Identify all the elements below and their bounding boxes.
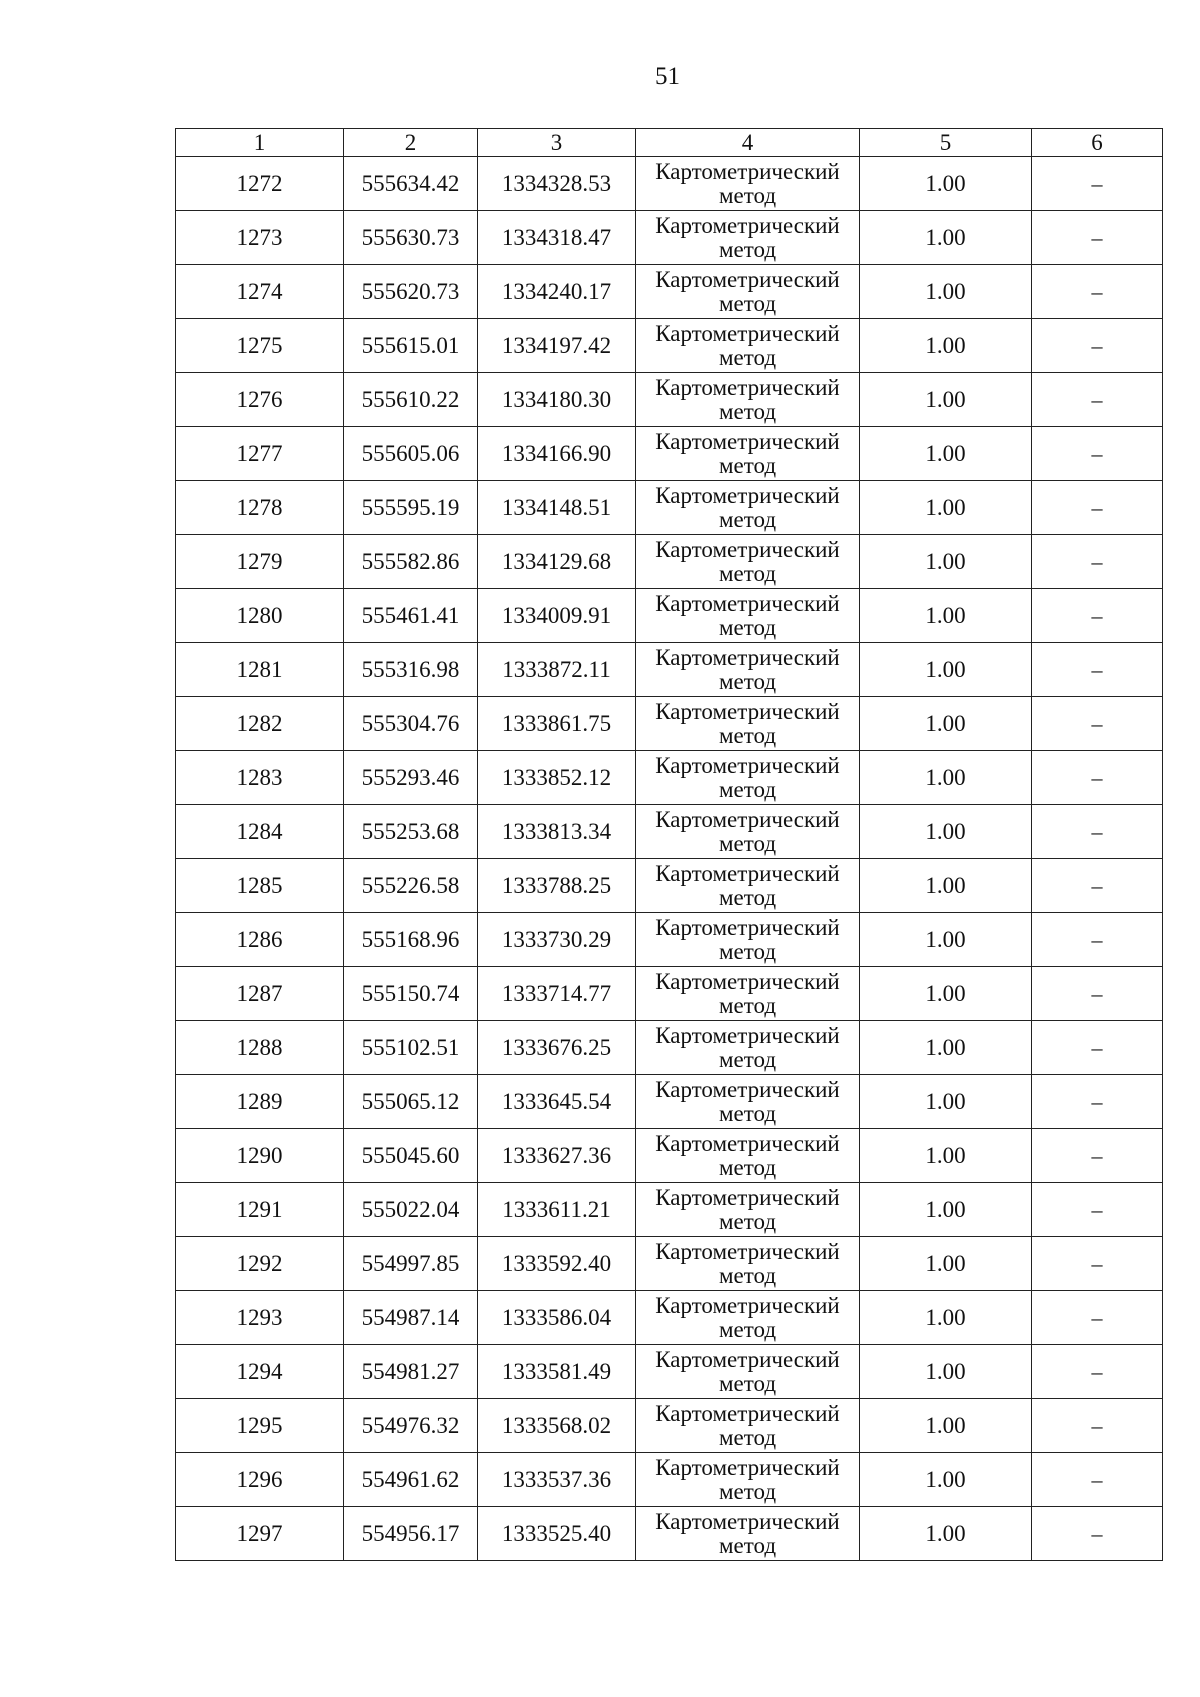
x-coordinate-cell: 555065.12 <box>344 1075 478 1129</box>
table-row <box>176 1507 1163 1561</box>
accuracy-cell: 1.00 <box>860 1237 1032 1291</box>
x-coordinate-cell: 555615.01 <box>344 319 478 373</box>
point-number-cell: 1279 <box>176 535 344 589</box>
method-cell <box>636 1021 860 1075</box>
method-line: метод <box>718 1370 777 1396</box>
method-line: Картометрический <box>655 698 840 724</box>
note-cell: – <box>1032 1237 1163 1291</box>
note-cell: – <box>1032 1507 1163 1561</box>
point-number-cell: 1276 <box>176 373 344 427</box>
method-cell <box>636 643 860 697</box>
method-line: Картометрический <box>655 1292 840 1318</box>
table-row <box>176 859 1163 913</box>
method-cell <box>636 1507 860 1561</box>
y-coordinate-cell: 1334197.42 <box>478 319 636 373</box>
accuracy-cell: 1.00 <box>860 265 1032 319</box>
point-number-cell: 1285 <box>176 859 344 913</box>
point-number-cell: 1294 <box>176 1345 344 1399</box>
method-cell <box>636 157 860 211</box>
method-cell <box>636 913 860 967</box>
x-coordinate-cell: 555634.42 <box>344 157 478 211</box>
method-cell <box>636 589 860 643</box>
y-coordinate-cell: 1333537.36 <box>478 1453 636 1507</box>
point-number-cell: 1277 <box>176 427 344 481</box>
method-line: Картометрический <box>655 1346 840 1372</box>
point-number-cell: 1278 <box>176 481 344 535</box>
x-coordinate-cell: 554976.32 <box>344 1399 478 1453</box>
column-header: 5 <box>860 129 1032 157</box>
method-cell <box>636 1453 860 1507</box>
accuracy-cell: 1.00 <box>860 157 1032 211</box>
method-cell <box>636 697 860 751</box>
method-line: метод <box>718 398 777 424</box>
table-row <box>176 751 1163 805</box>
y-coordinate-cell: 1333788.25 <box>478 859 636 913</box>
method-cell <box>636 1237 860 1291</box>
method-line: метод <box>718 1424 777 1450</box>
note-cell: – <box>1032 1183 1163 1237</box>
table-row <box>176 1399 1163 1453</box>
y-coordinate-cell: 1333872.11 <box>478 643 636 697</box>
x-coordinate-cell: 555582.86 <box>344 535 478 589</box>
point-number-cell: 1275 <box>176 319 344 373</box>
y-coordinate-cell: 1333581.49 <box>478 1345 636 1399</box>
note-cell: – <box>1032 373 1163 427</box>
table-row <box>176 211 1163 265</box>
x-coordinate-cell: 555293.46 <box>344 751 478 805</box>
method-cell <box>636 1345 860 1399</box>
x-coordinate-cell: 555316.98 <box>344 643 478 697</box>
table-row <box>176 1021 1163 1075</box>
point-number-cell: 1296 <box>176 1453 344 1507</box>
accuracy-cell: 1.00 <box>860 1183 1032 1237</box>
method-cell <box>636 751 860 805</box>
accuracy-cell: 1.00 <box>860 373 1032 427</box>
note-cell: – <box>1032 1345 1163 1399</box>
point-number-cell: 1297 <box>176 1507 344 1561</box>
y-coordinate-cell: 1334129.68 <box>478 535 636 589</box>
y-coordinate-cell: 1333714.77 <box>478 967 636 1021</box>
method-line: метод <box>718 722 777 748</box>
table-row <box>176 805 1163 859</box>
method-line: метод <box>718 614 777 640</box>
method-cell <box>636 427 860 481</box>
method-line: метод <box>718 506 777 532</box>
column-number-row <box>176 129 1163 157</box>
y-coordinate-cell: 1333627.36 <box>478 1129 636 1183</box>
method-line: Картометрический <box>655 1130 840 1156</box>
method-line: Картометрический <box>655 1076 840 1102</box>
point-number-cell: 1295 <box>176 1399 344 1453</box>
table-row <box>176 589 1163 643</box>
method-cell <box>636 481 860 535</box>
point-number-cell: 1286 <box>176 913 344 967</box>
method-cell <box>636 265 860 319</box>
method-line: метод <box>718 938 777 964</box>
note-cell: – <box>1032 265 1163 319</box>
method-cell <box>636 535 860 589</box>
table-row <box>176 157 1163 211</box>
y-coordinate-cell: 1333852.12 <box>478 751 636 805</box>
column-header: 2 <box>344 129 478 157</box>
method-line: Картометрический <box>655 212 840 238</box>
y-coordinate-cell: 1333592.40 <box>478 1237 636 1291</box>
x-coordinate-cell: 555461.41 <box>344 589 478 643</box>
method-line: метод <box>718 992 777 1018</box>
point-number-cell: 1272 <box>176 157 344 211</box>
method-line: метод <box>718 830 777 856</box>
table-row <box>176 427 1163 481</box>
method-line: Картометрический <box>655 968 840 994</box>
accuracy-cell: 1.00 <box>860 643 1032 697</box>
method-line: Картометрический <box>655 1238 840 1264</box>
point-number-cell: 1287 <box>176 967 344 1021</box>
table-body <box>176 157 1163 1561</box>
note-cell: – <box>1032 751 1163 805</box>
x-coordinate-cell: 555253.68 <box>344 805 478 859</box>
note-cell: – <box>1032 535 1163 589</box>
accuracy-cell: 1.00 <box>860 1075 1032 1129</box>
column-header: 1 <box>176 129 344 157</box>
point-number-cell: 1280 <box>176 589 344 643</box>
note-cell: – <box>1032 427 1163 481</box>
x-coordinate-cell: 554987.14 <box>344 1291 478 1345</box>
y-coordinate-cell: 1334180.30 <box>478 373 636 427</box>
method-line: метод <box>718 452 777 478</box>
y-coordinate-cell: 1334328.53 <box>478 157 636 211</box>
note-cell: – <box>1032 859 1163 913</box>
note-cell: – <box>1032 589 1163 643</box>
accuracy-cell: 1.00 <box>860 427 1032 481</box>
method-line: Картометрический <box>655 752 840 778</box>
method-line: метод <box>718 1316 777 1342</box>
table-row <box>176 967 1163 1021</box>
note-cell: – <box>1032 643 1163 697</box>
method-line: метод <box>718 236 777 262</box>
note-cell: – <box>1032 967 1163 1021</box>
method-line: Картометрический <box>655 1400 840 1426</box>
x-coordinate-cell: 555226.58 <box>344 859 478 913</box>
method-line: метод <box>718 1208 777 1234</box>
table-row <box>176 1075 1163 1129</box>
x-coordinate-cell: 555102.51 <box>344 1021 478 1075</box>
method-cell <box>636 373 860 427</box>
method-cell <box>636 967 860 1021</box>
x-coordinate-cell: 554956.17 <box>344 1507 478 1561</box>
x-coordinate-cell: 554961.62 <box>344 1453 478 1507</box>
method-line: Картометрический <box>655 1022 840 1048</box>
table-row <box>176 535 1163 589</box>
y-coordinate-cell: 1333676.25 <box>478 1021 636 1075</box>
note-cell: – <box>1032 319 1163 373</box>
method-cell <box>636 1183 860 1237</box>
method-line: метод <box>718 1478 777 1504</box>
method-cell <box>636 211 860 265</box>
point-number-cell: 1291 <box>176 1183 344 1237</box>
x-coordinate-cell: 555150.74 <box>344 967 478 1021</box>
accuracy-cell: 1.00 <box>860 1345 1032 1399</box>
method-cell <box>636 859 860 913</box>
method-cell <box>636 1075 860 1129</box>
point-number-cell: 1288 <box>176 1021 344 1075</box>
method-line: Картометрический <box>655 158 840 184</box>
method-line: метод <box>718 182 777 208</box>
method-line: метод <box>718 344 777 370</box>
accuracy-cell: 1.00 <box>860 1453 1032 1507</box>
note-cell: – <box>1032 805 1163 859</box>
method-line: Картометрический <box>655 1184 840 1210</box>
method-line: метод <box>718 668 777 694</box>
y-coordinate-cell: 1333611.21 <box>478 1183 636 1237</box>
table-row <box>176 913 1163 967</box>
note-cell: – <box>1032 1453 1163 1507</box>
y-coordinate-cell: 1333645.54 <box>478 1075 636 1129</box>
point-number-cell: 1289 <box>176 1075 344 1129</box>
method-line: метод <box>718 1046 777 1072</box>
column-header: 3 <box>478 129 636 157</box>
method-cell <box>636 1291 860 1345</box>
x-coordinate-cell: 555045.60 <box>344 1129 478 1183</box>
x-coordinate-cell: 555595.19 <box>344 481 478 535</box>
x-coordinate-cell: 555022.04 <box>344 1183 478 1237</box>
x-coordinate-cell: 555168.96 <box>344 913 478 967</box>
x-coordinate-cell: 555610.22 <box>344 373 478 427</box>
y-coordinate-cell: 1334318.47 <box>478 211 636 265</box>
note-cell: – <box>1032 211 1163 265</box>
table-row <box>176 319 1163 373</box>
method-line: Картометрический <box>655 266 840 292</box>
method-line: метод <box>718 560 777 586</box>
method-line: Картометрический <box>655 536 840 562</box>
accuracy-cell: 1.00 <box>860 913 1032 967</box>
x-coordinate-cell: 555605.06 <box>344 427 478 481</box>
note-cell: – <box>1032 1399 1163 1453</box>
method-cell <box>636 319 860 373</box>
method-line: Картометрический <box>655 482 840 508</box>
accuracy-cell: 1.00 <box>860 1291 1032 1345</box>
method-line: Картометрический <box>655 428 840 454</box>
point-number-cell: 1284 <box>176 805 344 859</box>
y-coordinate-cell: 1333568.02 <box>478 1399 636 1453</box>
table-row <box>176 481 1163 535</box>
x-coordinate-cell: 555304.76 <box>344 697 478 751</box>
method-line: метод <box>718 884 777 910</box>
point-number-cell: 1293 <box>176 1291 344 1345</box>
accuracy-cell: 1.00 <box>860 967 1032 1021</box>
method-line: Картометрический <box>655 860 840 886</box>
table-row <box>176 1453 1163 1507</box>
note-cell: – <box>1032 697 1163 751</box>
method-line: Картометрический <box>655 1454 840 1480</box>
note-cell: – <box>1032 1075 1163 1129</box>
method-line: метод <box>718 776 777 802</box>
note-cell: – <box>1032 1291 1163 1345</box>
x-coordinate-cell: 554997.85 <box>344 1237 478 1291</box>
x-coordinate-cell: 555620.73 <box>344 265 478 319</box>
accuracy-cell: 1.00 <box>860 1507 1032 1561</box>
point-number-cell: 1292 <box>176 1237 344 1291</box>
table-row <box>176 1237 1163 1291</box>
y-coordinate-cell: 1334240.17 <box>478 265 636 319</box>
accuracy-cell: 1.00 <box>860 697 1032 751</box>
y-coordinate-cell: 1333861.75 <box>478 697 636 751</box>
table-row <box>176 643 1163 697</box>
note-cell: – <box>1032 1129 1163 1183</box>
accuracy-cell: 1.00 <box>860 1399 1032 1453</box>
table-row <box>176 1129 1163 1183</box>
page-number: 51 <box>655 63 680 90</box>
point-number-cell: 1273 <box>176 211 344 265</box>
accuracy-cell: 1.00 <box>860 319 1032 373</box>
y-coordinate-cell: 1334148.51 <box>478 481 636 535</box>
coordinates-table <box>175 128 1163 1561</box>
x-coordinate-cell: 555630.73 <box>344 211 478 265</box>
note-cell: – <box>1032 1021 1163 1075</box>
y-coordinate-cell: 1334009.91 <box>478 589 636 643</box>
accuracy-cell: 1.00 <box>860 751 1032 805</box>
y-coordinate-cell: 1334166.90 <box>478 427 636 481</box>
method-line: Картометрический <box>655 590 840 616</box>
point-number-cell: 1290 <box>176 1129 344 1183</box>
accuracy-cell: 1.00 <box>860 535 1032 589</box>
method-line: Картометрический <box>655 914 840 940</box>
accuracy-cell: 1.00 <box>860 481 1032 535</box>
method-line: метод <box>718 1262 777 1288</box>
note-cell: – <box>1032 913 1163 967</box>
method-line: Картометрический <box>655 320 840 346</box>
column-header: 4 <box>636 129 860 157</box>
accuracy-cell: 1.00 <box>860 589 1032 643</box>
method-line: Картометрический <box>655 374 840 400</box>
method-line: Картометрический <box>655 1508 840 1534</box>
accuracy-cell: 1.00 <box>860 1021 1032 1075</box>
note-cell: – <box>1032 481 1163 535</box>
point-number-cell: 1281 <box>176 643 344 697</box>
accuracy-cell: 1.00 <box>860 211 1032 265</box>
point-number-cell: 1283 <box>176 751 344 805</box>
point-number-cell: 1282 <box>176 697 344 751</box>
method-line: Картометрический <box>655 644 840 670</box>
table-row <box>176 697 1163 751</box>
y-coordinate-cell: 1333813.34 <box>478 805 636 859</box>
method-line: метод <box>718 1100 777 1126</box>
table-row <box>176 1345 1163 1399</box>
method-cell <box>636 1129 860 1183</box>
column-header: 6 <box>1032 129 1163 157</box>
y-coordinate-cell: 1333586.04 <box>478 1291 636 1345</box>
table-row <box>176 265 1163 319</box>
table-row <box>176 373 1163 427</box>
method-line: метод <box>718 1154 777 1180</box>
table-row <box>176 1183 1163 1237</box>
accuracy-cell: 1.00 <box>860 805 1032 859</box>
table-row <box>176 1291 1163 1345</box>
accuracy-cell: 1.00 <box>860 859 1032 913</box>
x-coordinate-cell: 554981.27 <box>344 1345 478 1399</box>
y-coordinate-cell: 1333525.40 <box>478 1507 636 1561</box>
y-coordinate-cell: 1333730.29 <box>478 913 636 967</box>
method-cell <box>636 1399 860 1453</box>
note-cell: – <box>1032 157 1163 211</box>
method-line: метод <box>718 290 777 316</box>
point-number-cell: 1274 <box>176 265 344 319</box>
accuracy-cell: 1.00 <box>860 1129 1032 1183</box>
method-line: метод <box>718 1532 777 1558</box>
method-cell <box>636 805 860 859</box>
method-line: Картометрический <box>655 806 840 832</box>
